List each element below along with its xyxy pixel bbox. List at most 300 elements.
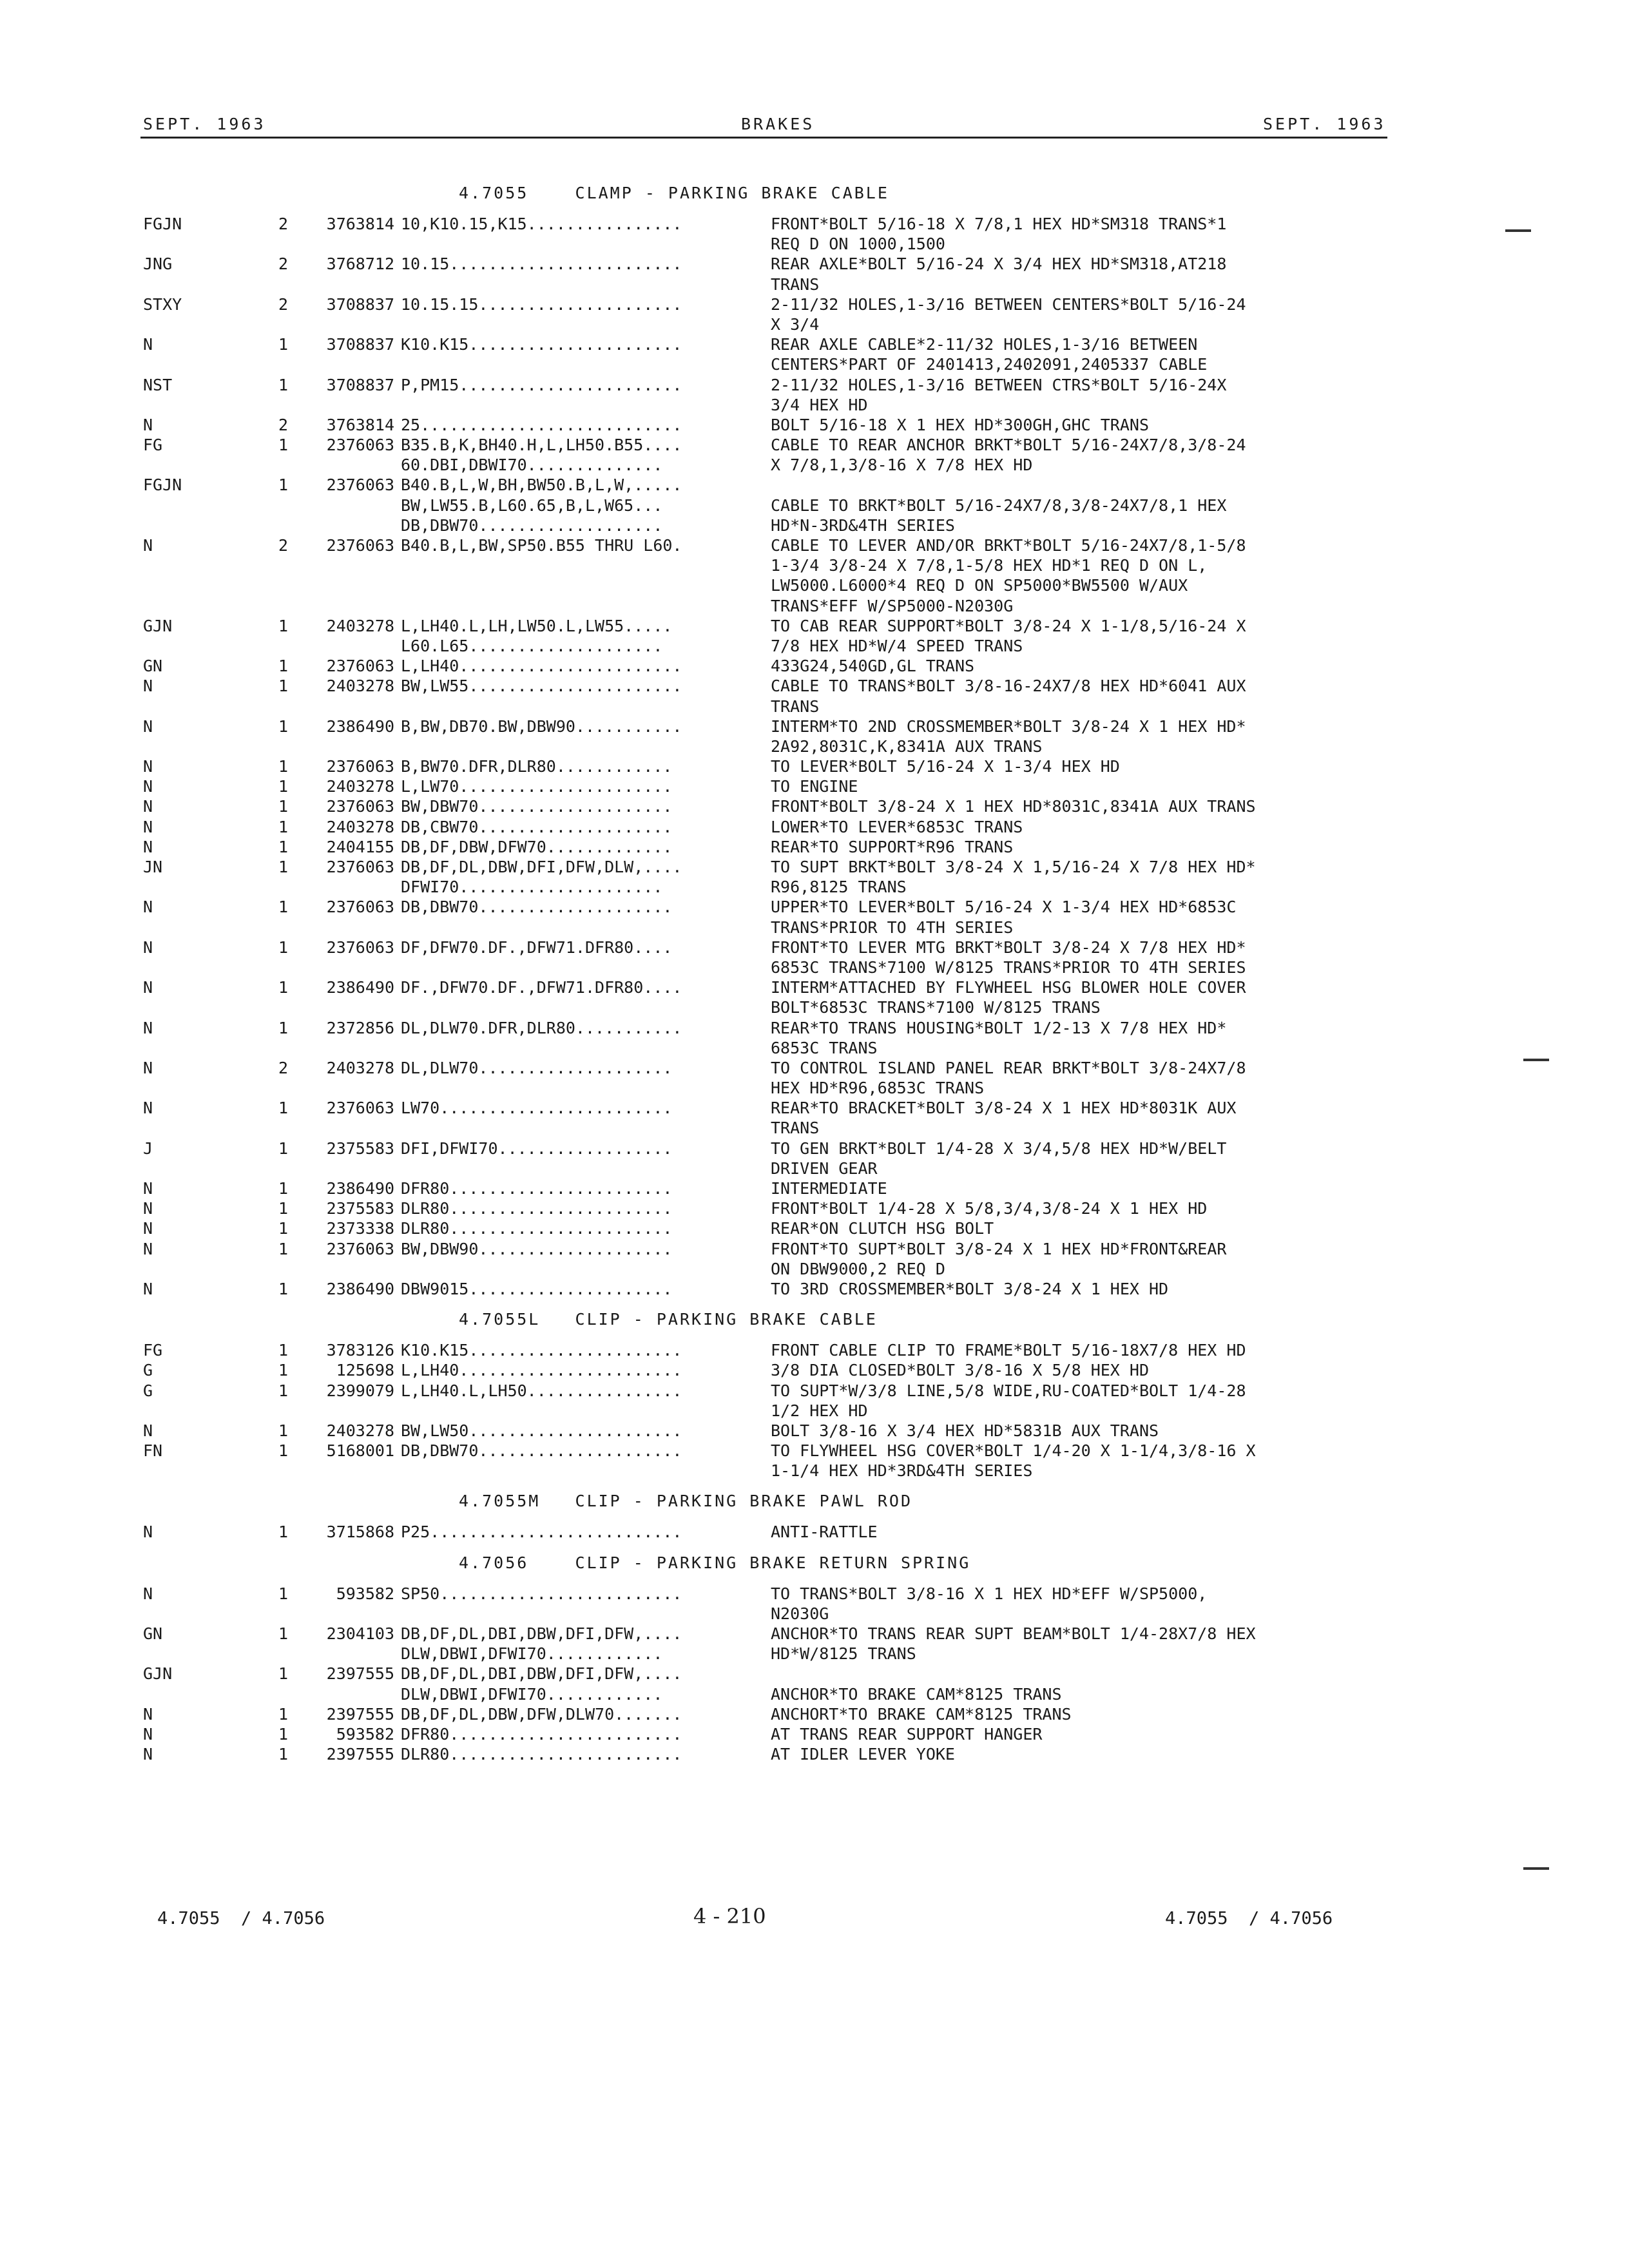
model-code: N <box>143 536 153 555</box>
part-description: TO ENGINE <box>771 777 858 796</box>
row-line <box>0 1744 1629 1764</box>
row-line <box>0 1239 1629 1259</box>
quantity: 1 <box>278 1624 289 1643</box>
part-number: 2397555 <box>326 1664 394 1684</box>
row-line <box>0 375 1629 395</box>
parts-row <box>0 375 1629 415</box>
row-line <box>0 575 1629 595</box>
quantity: 1 <box>278 1441 289 1461</box>
catalog-section <box>0 1481 1629 1542</box>
part-number: 2386490 <box>326 978 394 997</box>
part-description: FRONT*BOLT 1/4-28 X 5/8,3/4,3/8-24 X 1 HEX HD <box>771 1199 1208 1218</box>
applicable-models: 25........................... <box>401 415 682 434</box>
row-line <box>0 1018 1629 1038</box>
row-line <box>0 435 1629 455</box>
parts-row <box>0 796 1629 816</box>
model-code: N <box>143 415 153 434</box>
model-code: FN <box>143 1441 163 1461</box>
part-number: 2403278 <box>326 777 394 796</box>
part-description: 3/4 HEX HD <box>771 395 868 414</box>
row-line <box>0 776 1629 796</box>
section-title: 4.7056 CLIP - PARKING BRAKE RETURN SPRING <box>459 1553 971 1572</box>
model-code: N <box>143 1745 153 1764</box>
model-code: JN <box>143 858 163 876</box>
quantity: 1 <box>278 1421 289 1440</box>
row-line <box>0 616 1629 636</box>
part-description: HD*N-3RD&4TH SERIES <box>771 515 955 535</box>
model-code: N <box>143 1058 153 1077</box>
part-number: 2386490 <box>326 1279 394 1298</box>
row-line <box>0 1421 1629 1441</box>
model-code: N <box>143 1704 153 1724</box>
model-code: N <box>143 1199 153 1218</box>
part-description: LW5000.L6000*4 REQ D ON SP5000*BW5500 W/AUX <box>771 576 1188 595</box>
parts-row <box>0 1018 1629 1058</box>
part-description: ANCHORT*TO BRAKE CAM*8125 TRANS <box>771 1704 1072 1724</box>
section-title: 4.7055L CLIP - PARKING BRAKE CABLE <box>459 1310 878 1329</box>
row-line <box>0 977 1629 997</box>
row-line <box>0 1604 1629 1624</box>
row-line <box>0 1198 1629 1218</box>
model-code: FG <box>143 436 163 455</box>
row-line <box>0 1259 1629 1279</box>
quantity: 1 <box>278 1018 289 1037</box>
row-line <box>0 395 1629 415</box>
part-description: BOLT*6853C TRANS*7100 W/8125 TRANS <box>771 998 1101 1017</box>
model-code: GN <box>143 657 163 676</box>
parts-row <box>0 1178 1629 1198</box>
parts-row <box>0 776 1629 796</box>
part-number: 2397555 <box>326 1704 394 1724</box>
part-number: 2376063 <box>326 436 394 455</box>
row-line <box>0 716 1629 736</box>
part-description: 3/8 DIA CLOSED*BOLT 3/8-16 X 5/8 HEX HD <box>771 1361 1149 1380</box>
row-line <box>0 475 1629 495</box>
header-date-right: SEPT. 1963 <box>1263 115 1386 133</box>
part-description: X 7/8,1,3/8-16 X 7/8 HEX HD <box>771 456 1033 475</box>
footer-ref-left: 4.7055 / 4.7056 <box>157 1908 325 1928</box>
quantity: 1 <box>278 1279 289 1298</box>
margin-mark <box>1523 1867 1549 1870</box>
row-line <box>0 957 1629 977</box>
model-code: N <box>143 1179 153 1198</box>
part-description: R96,8125 TRANS <box>771 878 907 897</box>
part-description: CENTERS*PART OF 2401413,2402091,2405337 CABLE <box>771 355 1208 374</box>
row-line <box>0 415 1629 435</box>
part-description: HEX HD*R96,6853C TRANS <box>771 1079 985 1098</box>
part-description: REAR*TO TRANS HOUSING*BOLT 1/2-13 X 7/8 HEX HD* <box>771 1018 1227 1037</box>
parts-row <box>0 676 1629 716</box>
row-line <box>0 214 1629 234</box>
model-code: N <box>143 837 153 856</box>
part-description: CABLE TO REAR ANCHOR BRKT*BOLT 5/16-24X7/8,3/8-24 <box>771 436 1246 455</box>
parts-row <box>0 1664 1629 1704</box>
parts-row <box>0 1279 1629 1299</box>
quantity: 1 <box>278 375 289 394</box>
parts-row <box>0 294 1629 334</box>
part-description: ANCHOR*TO BRAKE CAM*8125 TRANS <box>771 1684 1062 1704</box>
part-number: 2376063 <box>326 1099 394 1118</box>
row-line <box>0 1340 1629 1360</box>
applicable-models: L,LH40....................... <box>401 657 682 676</box>
applicable-models: L60.L65.................... <box>401 636 663 655</box>
model-code: N <box>143 1523 153 1542</box>
row-line <box>0 1058 1629 1078</box>
part-description: 1-1/4 HEX HD*3RD&4TH SERIES <box>771 1461 1033 1481</box>
model-code: GJN <box>143 616 173 635</box>
part-description: ANCHOR*TO TRANS REAR SUPT BEAM*BOLT 1/4-28X7/8 HEX <box>771 1624 1256 1643</box>
parts-row <box>0 475 1629 535</box>
applicable-models: DFI,DFWI70.................. <box>401 1139 673 1158</box>
part-description: HD*W/8125 TRANS <box>771 1644 916 1664</box>
quantity: 1 <box>278 436 289 455</box>
part-description: 6853C TRANS*7100 W/8125 TRANS*PRIOR TO 4TH SERIES <box>771 957 1246 977</box>
row-line <box>0 495 1629 515</box>
parts-row <box>0 837 1629 857</box>
row-line <box>0 294 1629 314</box>
applicable-models: DB,DBW70..................... <box>401 1441 682 1461</box>
part-number: 2403278 <box>326 1058 394 1077</box>
row-line <box>0 918 1629 937</box>
row-line <box>0 1664 1629 1684</box>
row-line <box>0 1098 1629 1118</box>
part-description: FRONT*TO LEVER MTG BRKT*BOLT 3/8-24 X 7/8 HEX HD* <box>771 937 1246 957</box>
quantity: 2 <box>278 255 289 274</box>
part-description: 2-11/32 HOLES,1-3/16 BETWEEN CENTERS*BOLT 5/16-24 <box>771 294 1246 314</box>
model-code: G <box>143 1381 153 1400</box>
row-line <box>0 877 1629 897</box>
model-code: GJN <box>143 1664 173 1684</box>
quantity: 1 <box>278 1179 289 1198</box>
row-line <box>0 1584 1629 1604</box>
row-line <box>0 676 1629 696</box>
part-description: INTERM*ATTACHED BY FLYWHEEL HSG BLOWER HOLE COVER <box>771 978 1246 997</box>
quantity: 2 <box>278 215 289 233</box>
part-number: 2399079 <box>326 1381 394 1400</box>
applicable-models: L,LH40.L,LH50................ <box>401 1381 682 1400</box>
applicable-models: DF.,DFW70.DF.,DFW71.DFR80.... <box>401 978 682 997</box>
applicable-models: DFR80....................... <box>401 1179 673 1198</box>
part-number: 2376063 <box>326 898 394 917</box>
parts-row <box>0 1098 1629 1138</box>
part-description: 1/2 HEX HD <box>771 1401 868 1420</box>
part-description: AT TRANS REAR SUPPORT HANGER <box>771 1724 1043 1744</box>
part-description: UPPER*TO LEVER*BOLT 5/16-24 X 1-3/4 HEX HD*6853C <box>771 898 1237 917</box>
model-code: N <box>143 1239 153 1258</box>
part-number: 2375583 <box>326 1139 394 1158</box>
row-line <box>0 817 1629 837</box>
part-description: CABLE TO TRANS*BOLT 3/8-16-24X7/8 HEX HD*6041 AUX <box>771 677 1246 696</box>
part-number: 2397555 <box>326 1745 394 1764</box>
parts-row <box>0 1624 1629 1664</box>
model-code: N <box>143 797 153 816</box>
applicable-models: DLR80....................... <box>401 1219 673 1238</box>
part-description: 433G24,540GD,GL TRANS <box>771 657 975 676</box>
row-line <box>0 656 1629 676</box>
part-description: REAR*TO SUPPORT*R96 TRANS <box>771 837 1014 856</box>
part-number: 2403278 <box>326 817 394 836</box>
quantity: 1 <box>278 1099 289 1118</box>
model-code: N <box>143 817 153 836</box>
model-code: JNG <box>143 255 173 274</box>
model-code: NST <box>143 375 173 394</box>
quantity: 1 <box>278 335 289 354</box>
part-description: REAR AXLE*BOLT 5/16-24 X 3/4 HEX HD*SM318,AT218 <box>771 255 1227 274</box>
part-description: TO TRANS*BOLT 3/8-16 X 1 HEX HD*EFF W/SP5000, <box>771 1584 1208 1603</box>
parts-row <box>0 254 1629 294</box>
row-line <box>0 1118 1629 1138</box>
parts-row <box>0 857 1629 897</box>
parts-row <box>0 1744 1629 1764</box>
parts-row <box>0 1360 1629 1380</box>
part-number: 3783126 <box>326 1341 394 1360</box>
applicable-models: DB,DF,DL,DBW,DFW,DLW70....... <box>401 1704 682 1724</box>
row-line <box>0 857 1629 877</box>
page-number: 4 - 210 <box>693 1904 766 1928</box>
applicable-models: DFR80........................ <box>401 1724 682 1744</box>
parts-row <box>0 656 1629 676</box>
part-number: 2376063 <box>326 1239 394 1258</box>
applicable-models: B40.B,L,W,BH,BW50.B,L,W,..... <box>401 476 682 495</box>
parts-row <box>0 1522 1629 1542</box>
part-description: BOLT 3/8-16 X 3/4 HEX HD*5831B AUX TRANS <box>771 1421 1159 1440</box>
part-number: 2376063 <box>326 476 394 495</box>
row-line <box>0 1624 1629 1644</box>
part-description: 1-3/4 3/8-24 X 7/8,1-5/8 HEX HD*1 REQ D ON L, <box>771 556 1208 575</box>
part-number: 593582 <box>336 1724 394 1744</box>
row-line <box>0 997 1629 1017</box>
parts-row <box>0 1058 1629 1098</box>
row-line <box>0 1139 1629 1158</box>
applicable-models: DB,DF,DL,DBI,DBW,DFI,DFW,.... <box>401 1664 682 1684</box>
part-description: TO CAB REAR SUPPORT*BOLT 3/8-24 X 1-1/8,5/16-24 X <box>771 616 1246 635</box>
applicable-models: DB,DF,DBW,DFW70............. <box>401 837 673 856</box>
part-number: 5168001 <box>326 1441 394 1461</box>
parts-row <box>0 977 1629 1017</box>
margin-mark <box>1505 229 1531 232</box>
applicable-models: B40.B,L,BW,SP50.B55 THRU L60. <box>401 536 682 555</box>
part-description: FRONT*BOLT 3/8-24 X 1 HEX HD*8031C,8341A AUX TRANS <box>771 797 1256 816</box>
applicable-models: DB,CBW70.................... <box>401 817 673 836</box>
part-description: INTERMEDIATE <box>771 1179 887 1198</box>
quantity: 1 <box>278 616 289 635</box>
part-description: LOWER*TO LEVER*6853C TRANS <box>771 817 1023 836</box>
section-title: 4.7055M CLIP - PARKING BRAKE PAWL ROD <box>459 1492 912 1511</box>
part-description: TO FLYWHEEL HSG COVER*BOLT 1/4-20 X 1-1/4,3/8-16 X <box>771 1441 1256 1461</box>
part-description: TRANS <box>771 1119 820 1138</box>
parts-row <box>0 435 1629 475</box>
applicable-models: K10.K15...................... <box>401 1341 682 1360</box>
parts-row <box>0 937 1629 977</box>
applicable-models: BW,LW55...................... <box>401 677 682 696</box>
part-description: FRONT*BOLT 5/16-18 X 7/8,1 HEX HD*SM318 TRANS*1 <box>771 215 1227 233</box>
part-description: TRANS <box>771 697 820 716</box>
part-description: 2-11/32 HOLES,1-3/16 BETWEEN CTRS*BOLT 5/16-24X <box>771 375 1227 394</box>
model-code: FG <box>143 1341 163 1360</box>
part-number: 2376063 <box>326 657 394 676</box>
applicable-models: SP50......................... <box>401 1584 682 1603</box>
quantity: 1 <box>278 657 289 676</box>
row-line <box>0 354 1629 374</box>
part-description: AT IDLER LEVER YOKE <box>771 1745 955 1764</box>
quantity: 2 <box>278 415 289 434</box>
row-line <box>0 796 1629 816</box>
model-code: GN <box>143 1624 163 1643</box>
part-description: ANTI-RATTLE <box>771 1523 878 1542</box>
row-line <box>0 254 1629 274</box>
parts-row <box>0 616 1629 656</box>
applicable-models: BW,DBW90.................... <box>401 1239 673 1258</box>
part-description: 6853C TRANS <box>771 1038 878 1057</box>
parts-row <box>0 1340 1629 1360</box>
applicable-models: LW70........................ <box>401 1099 673 1118</box>
row-line <box>0 1218 1629 1238</box>
part-number: 3708837 <box>326 335 394 354</box>
quantity: 1 <box>278 858 289 876</box>
part-number: 2376063 <box>326 797 394 816</box>
row-line <box>0 1401 1629 1421</box>
part-number: 2386490 <box>326 1179 394 1198</box>
applicable-models: DB,DBW70................... <box>401 515 663 535</box>
part-number: 3708837 <box>326 375 394 394</box>
parts-row <box>0 334 1629 374</box>
part-number: 125698 <box>336 1361 394 1380</box>
model-code: N <box>143 1219 153 1238</box>
part-number: 2403278 <box>326 677 394 696</box>
quantity: 1 <box>278 797 289 816</box>
quantity: 1 <box>278 1381 289 1400</box>
part-description: N2030G <box>771 1604 829 1623</box>
applicable-models: DLW,DBWI,DFWI70............ <box>401 1684 663 1704</box>
row-line <box>0 1381 1629 1401</box>
quantity: 1 <box>278 716 289 736</box>
row-line <box>0 636 1629 656</box>
part-number: 2404155 <box>326 837 394 856</box>
part-description: TO GEN BRKT*BOLT 1/4-28 X 3/4,5/8 HEX HD*W/BELT <box>771 1139 1227 1158</box>
applicable-models: BW,LW55.B,L60.65,B,L,W65... <box>401 495 663 515</box>
parts-row <box>0 415 1629 435</box>
part-description: FRONT CABLE CLIP TO FRAME*BOLT 5/16-18X7/8 HEX HD <box>771 1341 1246 1360</box>
part-description: CABLE TO LEVER AND/OR BRKT*BOLT 5/16-24X7/8,1-5/8 <box>771 536 1246 555</box>
part-description: X 3/4 <box>771 314 820 334</box>
model-code: N <box>143 1018 153 1037</box>
applicable-models: DLR80....................... <box>401 1199 673 1218</box>
row-line <box>0 234 1629 254</box>
part-description: 2A92,8031C,K,8341A AUX TRANS <box>771 736 1043 756</box>
row-line <box>0 515 1629 535</box>
catalog-section <box>0 173 1629 1299</box>
part-description: REAR*ON CLUTCH HSG BOLT <box>771 1219 994 1238</box>
applicable-models: L,LH40....................... <box>401 1361 682 1380</box>
part-number: 3763814 <box>326 215 394 233</box>
quantity: 1 <box>278 1664 289 1684</box>
parts-row <box>0 1421 1629 1441</box>
part-number: 3768712 <box>326 255 394 274</box>
quantity: 1 <box>278 1361 289 1380</box>
row-line <box>0 555 1629 575</box>
part-description: REAR AXLE CABLE*2-11/32 HOLES,1-3/16 BETWEEN <box>771 335 1198 354</box>
parts-row <box>0 535 1629 616</box>
applicable-models: K10.K15...................... <box>401 335 682 354</box>
applicable-models: DLR80........................ <box>401 1745 682 1764</box>
model-code: N <box>143 677 153 696</box>
part-number: 2386490 <box>326 716 394 736</box>
model-code: G <box>143 1361 153 1380</box>
part-description: TO LEVER*BOLT 5/16-24 X 1-3/4 HEX HD <box>771 757 1120 776</box>
part-number: 593582 <box>336 1584 394 1603</box>
applicable-models: B,BW,DB70.BW,DBW90........... <box>401 716 682 736</box>
applicable-models: B,BW70.DFR,DLR80............ <box>401 757 673 776</box>
parts-row <box>0 716 1629 756</box>
applicable-models: P,PM15....................... <box>401 375 682 394</box>
part-number: 3715868 <box>326 1523 394 1542</box>
applicable-models: DL,DLW70.................... <box>401 1058 673 1077</box>
quantity: 1 <box>278 1219 289 1238</box>
row-line <box>0 697 1629 716</box>
parts-row <box>0 1704 1629 1724</box>
applicable-models: DF,DFW70.DF.,DFW71.DFR80.... <box>401 937 673 957</box>
quantity: 1 <box>278 1523 289 1542</box>
model-code: N <box>143 1724 153 1744</box>
applicable-models: BW,DBW70.................... <box>401 797 673 816</box>
part-description: 7/8 HEX HD*W/4 SPEED TRANS <box>771 636 1023 655</box>
model-code: N <box>143 716 153 736</box>
quantity: 1 <box>278 1341 289 1360</box>
part-number: 2375583 <box>326 1199 394 1218</box>
row-line <box>0 897 1629 917</box>
quantity: 1 <box>278 1724 289 1744</box>
applicable-models: DBW9015..................... <box>401 1279 673 1298</box>
applicable-models: DL,DLW70.DFR,DLR80........... <box>401 1018 682 1037</box>
header-section-title: BRAKES <box>741 115 815 133</box>
quantity: 1 <box>278 1199 289 1218</box>
part-description: TRANS*PRIOR TO 4TH SERIES <box>771 918 1014 937</box>
model-code: N <box>143 1584 153 1603</box>
parts-row <box>0 1724 1629 1744</box>
row-line <box>0 596 1629 616</box>
parts-listing <box>0 173 1629 1764</box>
quantity: 2 <box>278 294 289 314</box>
applicable-models: B35.B,K,BH40.H,L,LH50.B55.... <box>401 436 682 455</box>
parts-row <box>0 1584 1629 1624</box>
applicable-models: 10.15........................ <box>401 255 682 274</box>
model-code: N <box>143 757 153 776</box>
quantity: 1 <box>278 677 289 696</box>
applicable-models: BW,LW50...................... <box>401 1421 682 1440</box>
part-description: REAR*TO BRACKET*BOLT 3/8-24 X 1 HEX HD*8031K AUX <box>771 1099 1237 1118</box>
quantity: 1 <box>278 898 289 917</box>
applicable-models: 10,K10.15,K15................ <box>401 215 682 233</box>
part-description: DRIVEN GEAR <box>771 1158 878 1178</box>
applicable-models: L,LH40.L,LH,LW50.L,LW55..... <box>401 616 673 635</box>
row-line <box>0 274 1629 294</box>
catalog-section <box>0 1299 1629 1481</box>
part-description: TRANS*EFF W/SP5000-N2030G <box>771 596 1014 615</box>
quantity: 1 <box>278 937 289 957</box>
row-line <box>0 1279 1629 1299</box>
model-code: STXY <box>143 294 182 314</box>
parts-row <box>0 1218 1629 1238</box>
row-line <box>0 756 1629 776</box>
model-code: N <box>143 777 153 796</box>
row-line <box>0 334 1629 354</box>
section-title: 4.7055 CLAMP - PARKING BRAKE CABLE <box>459 184 889 202</box>
part-number: 2304103 <box>326 1624 394 1643</box>
part-description: TO CONTROL ISLAND PANEL REAR BRKT*BOLT 3/8-24X7/8 <box>771 1058 1246 1077</box>
row-line <box>0 1441 1629 1461</box>
row-line <box>0 837 1629 857</box>
model-code: N <box>143 978 153 997</box>
